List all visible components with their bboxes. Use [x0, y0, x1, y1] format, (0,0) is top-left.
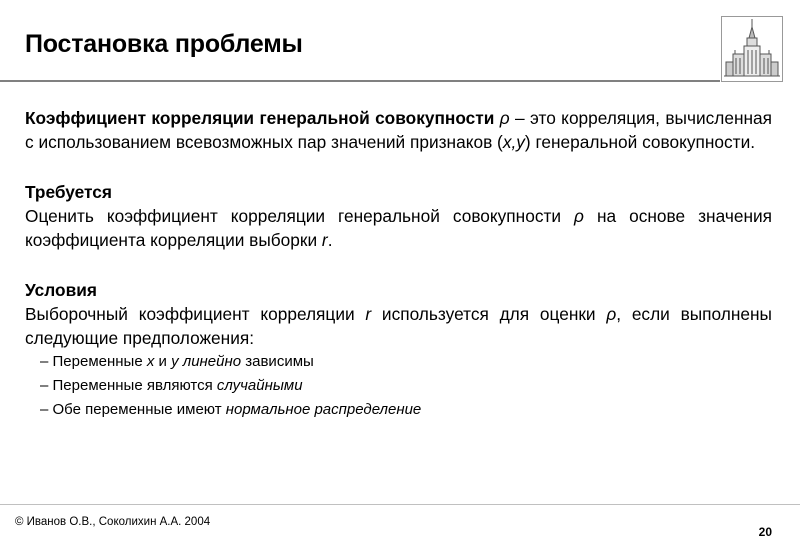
rho-symbol: ρ: [499, 108, 510, 128]
xy-symbol: x,y: [502, 132, 525, 152]
conditions-text-3: , если выполнены следующие предположения:: [25, 304, 772, 348]
list-item: – Обе переменные имеют нормальное распределение: [40, 401, 422, 418]
rho-symbol: ρ: [606, 304, 617, 324]
footer-copyright: © Иванов О.В., Соколихин А.А. 2004: [15, 516, 211, 528]
conditions-heading: Условия: [25, 280, 97, 300]
required-text-3: .: [327, 230, 333, 250]
rho-symbol: ρ: [574, 206, 584, 226]
university-building-icon: [721, 16, 783, 82]
footer-divider: [0, 504, 800, 505]
list-item: – Переменные x и y линейно зависимы: [40, 353, 314, 370]
slide-content: [25, 106, 772, 422]
slide-title: Постановка проблемы: [25, 30, 303, 58]
intro-term: Коэффициент корреляции генеральной совокупности: [25, 108, 495, 128]
intro-paragraph: [25, 106, 772, 154]
list-item: – Переменные являются случайными: [40, 377, 303, 394]
conditions-text-1: Выборочный коэффициент корреляции: [25, 304, 366, 324]
intro-text-2: ) генеральной совокупности.: [524, 132, 756, 152]
r-symbol: r: [365, 304, 372, 324]
title-divider: [0, 80, 720, 82]
required-paragraph: [25, 204, 772, 252]
conditions-text-2: используется для оценки: [371, 304, 607, 324]
required-text-2: на основе значения коэффициента корреляции выборки: [25, 206, 772, 250]
intro-text-1: – это корреляция, вычисленная с использованием всевозможных пар значений признаков (: [25, 108, 772, 152]
page-number: 20: [758, 525, 772, 539]
conditions-paragraph: [25, 302, 772, 350]
required-heading: Требуется: [25, 182, 112, 202]
r-symbol: r: [321, 230, 328, 250]
required-text-1: Оценить коэффициент корреляции генеральной совокупности: [25, 206, 575, 226]
